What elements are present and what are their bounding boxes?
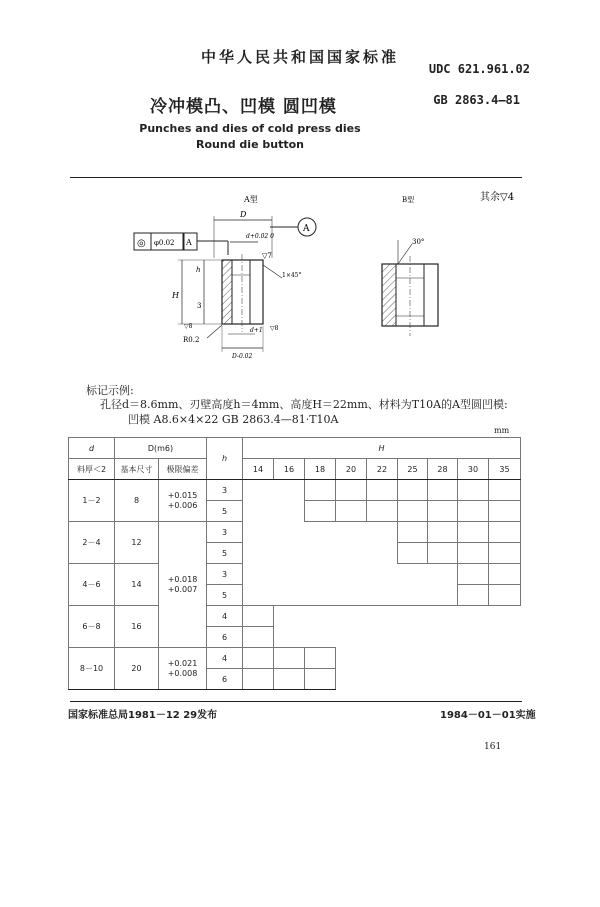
row-dev xyxy=(159,606,207,648)
row-D: 20 xyxy=(115,648,159,690)
header-D: D(m6) xyxy=(115,438,207,459)
H-col: 25 xyxy=(398,459,428,480)
svg-text:A: A xyxy=(303,224,310,234)
svg-text:1×45°: 1×45° xyxy=(282,272,302,279)
row-D: 12 xyxy=(115,522,159,564)
header-h: h xyxy=(207,438,243,480)
H-col: 22 xyxy=(367,459,398,480)
row-h: 3 xyxy=(207,522,243,543)
die-spec-table xyxy=(68,437,521,690)
svg-text:h: h xyxy=(196,266,201,274)
document-title-en-1: Punches and dies of cold press dies xyxy=(139,122,361,135)
H-col: 30 xyxy=(458,459,489,480)
svg-text:H: H xyxy=(172,291,179,300)
type-b-section xyxy=(382,256,438,336)
row-d: 2－4 xyxy=(69,522,115,564)
marking-line-1: 孔径d＝8.6mm、刃壁高度h＝4mm、高度H＝22mm、材料为T10A的A型圆凹模: xyxy=(100,398,508,411)
svg-text:▽7: ▽7 xyxy=(262,252,272,260)
svg-text:A: A xyxy=(186,238,192,247)
svg-text:d+0.02 0: d+0.02 0 xyxy=(246,233,274,240)
row-h: 4 xyxy=(207,648,243,669)
row-h: 6 xyxy=(207,627,243,648)
H-col: 20 xyxy=(336,459,367,480)
page-number: 161 xyxy=(484,742,502,752)
svg-text:φ0.02: φ0.02 xyxy=(154,239,175,247)
row-h: 6 xyxy=(207,669,243,690)
type-a-section xyxy=(222,254,263,332)
header-d: d xyxy=(69,438,115,459)
H-col: 28 xyxy=(428,459,458,480)
marking-label: 标记示例: xyxy=(86,384,134,397)
row-d: 4－6 xyxy=(69,564,115,606)
header-rule xyxy=(70,177,522,178)
svg-text:R0.2: R0.2 xyxy=(183,336,200,344)
row-dev: +0.015 +0.006 xyxy=(159,480,207,522)
row-h: 5 xyxy=(207,501,243,522)
header-basic: 基本尺寸 xyxy=(115,459,159,480)
document-title-cn: 冷冲模凸、凹模 圆凹模 xyxy=(150,97,337,117)
svg-text:d+1: d+1 xyxy=(250,327,263,334)
svg-text:3: 3 xyxy=(197,302,202,310)
footer-rule xyxy=(70,701,522,702)
row-d: 8－10 xyxy=(69,648,115,690)
row-d: 6－8 xyxy=(69,606,115,648)
H-col: 16 xyxy=(274,459,305,480)
type-a-label: A型 xyxy=(244,195,258,204)
concentricity-icon: ◎ xyxy=(137,238,146,249)
die-drawing xyxy=(0,180,600,380)
row-dev: +0.018 +0.007 xyxy=(159,564,207,606)
gb-code: GB 2863.4—81 xyxy=(433,93,520,107)
H-col: 35 xyxy=(489,459,521,480)
header-range: 料厚＜2 xyxy=(69,459,115,480)
effective-date: 1984－01－01实施 xyxy=(440,710,536,721)
row-d: 1－2 xyxy=(69,480,115,522)
svg-text:▽8: ▽8 xyxy=(184,323,193,330)
document-title-en-2: Round die button xyxy=(196,138,304,151)
udc-code: UDC 621.961.02 xyxy=(428,62,530,76)
row-h: 3 xyxy=(207,564,243,585)
row-D: 16 xyxy=(115,606,159,648)
svg-text:D: D xyxy=(240,210,247,219)
row-dev xyxy=(159,522,207,564)
issued-date: 国家标准总局1981－12 29发布 xyxy=(68,710,218,721)
row-dev: +0.021 +0.008 xyxy=(159,648,207,690)
row-h: 5 xyxy=(207,543,243,564)
svg-text:D-0.02: D-0.02 xyxy=(232,353,253,360)
row-h: 4 xyxy=(207,606,243,627)
row-D: 14 xyxy=(115,564,159,606)
header-dev: 极限偏差 xyxy=(159,459,207,480)
row-D: 8 xyxy=(115,480,159,522)
row-h: 5 xyxy=(207,585,243,606)
row-h: 3 xyxy=(207,480,243,501)
national-standard-title: 中华人民共和国国家标准 xyxy=(200,48,399,66)
svg-text:30°: 30° xyxy=(412,238,425,246)
type-b-label: B型 xyxy=(402,196,415,204)
H-col: 14 xyxy=(243,459,274,480)
svg-text:▽8: ▽8 xyxy=(270,325,279,332)
header-H: H xyxy=(243,438,521,459)
surface-note: 其余▽4 xyxy=(480,192,515,203)
marking-line-2: 凹模 A8.6×4×22 GB 2863.4—81·T10A xyxy=(128,413,339,426)
unit-label: mm xyxy=(494,426,510,435)
H-col: 18 xyxy=(305,459,336,480)
